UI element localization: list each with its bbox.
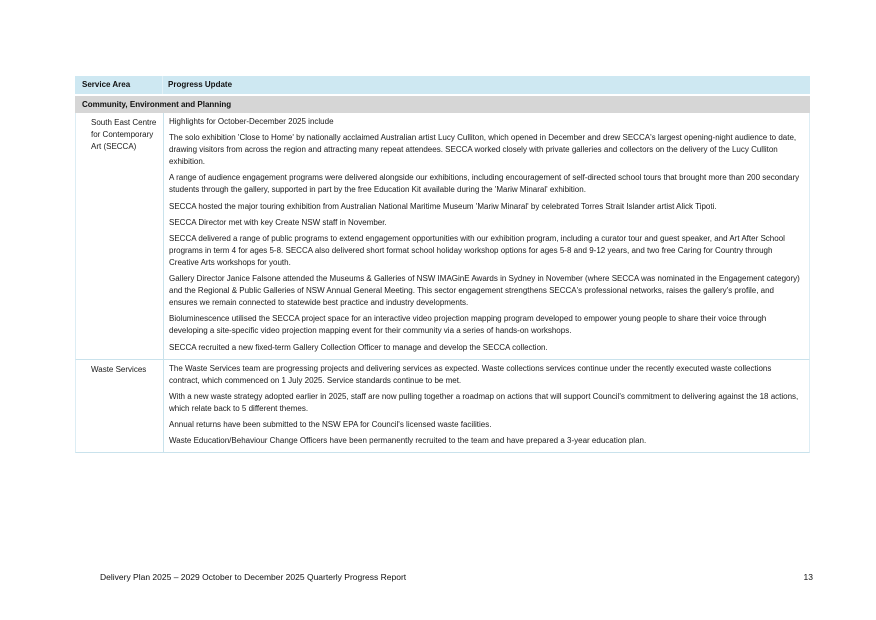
table-row-waste-services xyxy=(75,360,810,454)
paragraph: With a new waste strategy adopted earlier in 2025, staff are now pulling together a roadmap on actions that will support Council's commitment to delivering against the 18 actions, which relate back to 5 different themes. xyxy=(169,391,799,413)
table-header-row xyxy=(75,76,810,94)
paragraph: SECCA hosted the major touring exhibition from Australian National Maritime Museum 'Mariw Minaral' by celebrated Torres Strait Islander artist Alick Tipoti. xyxy=(169,201,717,211)
footer-page-number: 13 xyxy=(803,572,813,582)
section-header-community-environment-planning: Community, Environment and Planning xyxy=(75,96,810,113)
paragraph: The solo exhibition 'Close to Home' by nationally acclaimed Australian artist Lucy Culliton, which opened in December and drew SECCA's largest opening-night audience to date, drawing visitors from across the region and attracting many repeat attendees. SECCA worked closely with private galleries and collectors on the delivery of the Lucy Culliton exhibition. xyxy=(169,133,797,167)
paragraph: Highlights for October-December 2025 include xyxy=(169,117,334,126)
paragraph: Bioluminescence utilised the SECCA project space for an interactive video projection mapping program developed to empower young people to share their voice through developing a site-specific video projection mapping event for their community via a series of hands-on workshops. xyxy=(169,314,767,336)
progress-report-table xyxy=(75,76,810,453)
paragraph: A range of audience engagement programs were delivered alongside our exhibitions, including encouragement of self-directed school tours that brought more than 200 secondary students through the gallery, supported in part by the free Education Kit available during the 'Mariw Minaral' exhibition. xyxy=(169,173,800,195)
service-area-cell-secca: South East Centre for Contemporary Art (SECCA) xyxy=(76,113,164,359)
paragraph: Gallery Director Janice Falsone attended the Museums & Galleries of NSW IMAGinE Awards in Sydney in November (where SECCA was nominated in the Engagement category) and the Regional & Public Galleries of NSW Annual General Meeting. This sector engagement strengthens SECCA's professional networks, raises the gallery's profile, and ensures we remain connected to statewide best practice and industry developments. xyxy=(169,274,800,308)
column-header-progress-update: Progress Update xyxy=(168,80,233,89)
progress-update-cell-secca xyxy=(164,113,809,359)
footer-report-title: Delivery Plan 2025 – 2029 October to December 2025 Quarterly Progress Report xyxy=(100,572,407,582)
paragraph: SECCA delivered a range of public programs to extend engagement opportunities with our exhibition program, including a curator tour and guest speaker, and Art After School programs in term 4 for ages 5-8. SECCA also delivered short format school holiday workshop options for ages 5-8 and 9-12 years, and two free Caring for Country through Creative Arts workshops for youth. xyxy=(169,233,785,267)
paragraph: Waste Education/Behaviour Change Officers have been permanently recruited to the team and have prepared a 3-year education plan. xyxy=(169,436,647,446)
service-area-cell-waste-services: Waste Services xyxy=(76,360,164,453)
paragraph: Annual returns have been submitted to the NSW EPA for Council's licensed waste facilities. xyxy=(169,419,492,429)
column-header-service-area: Service Area xyxy=(75,76,163,94)
table-row-secca xyxy=(75,113,810,360)
paragraph: SECCA Director met with key Create NSW staff in November. xyxy=(169,217,387,227)
paragraph: The Waste Services team are progressing projects and delivering services as expected. Waste collections services continue under the recently executed waste collections contract, which commenced on 1 July 2025. Service standards continue to be met. xyxy=(169,363,772,385)
progress-update-cell-waste-services xyxy=(164,360,809,453)
page-footer xyxy=(100,571,813,583)
paragraph: SECCA recruited a new fixed-term Gallery Collection Officer to manage and develop the SECCA collection. xyxy=(169,342,548,352)
